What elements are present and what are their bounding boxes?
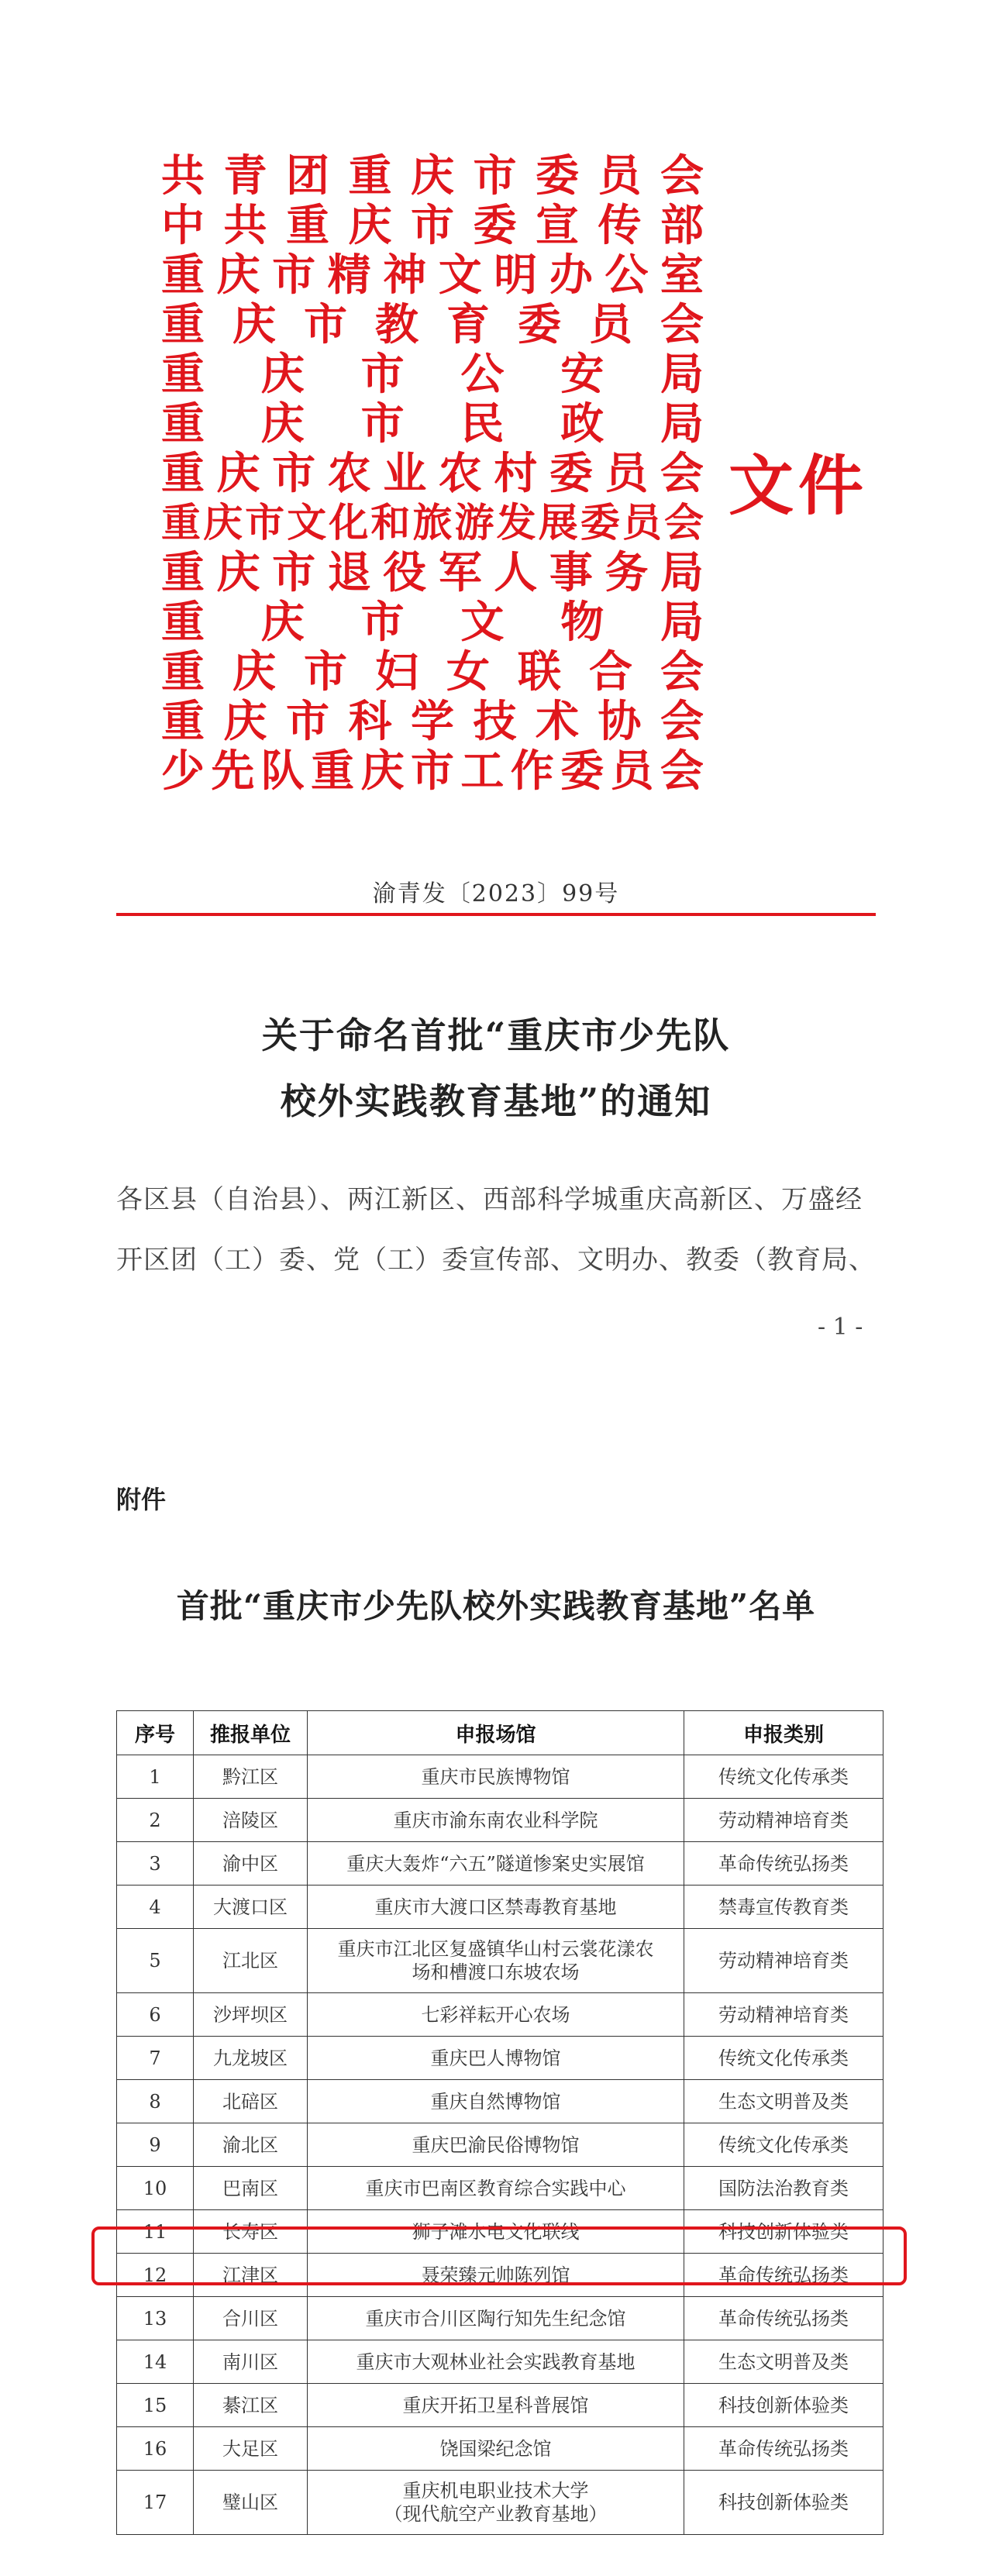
cell-number: 12: [117, 2254, 194, 2297]
cell-category: 科技创新体验类: [684, 2471, 884, 2535]
document-number: 渝青发〔2023〕99号: [372, 880, 620, 907]
page-number: - 1 -: [818, 1314, 863, 1341]
cell-number: 13: [117, 2297, 194, 2340]
cell-category: 生态文明普及类: [684, 2080, 884, 2123]
cell-unit: 长寿区: [194, 2210, 308, 2254]
attachment-label: 附件: [116, 1485, 167, 1514]
cell-category: 传统文化传承类: [684, 2037, 884, 2080]
organization-name: 重 庆 市 文 化 和 旅 游 发 展 委 员 会: [161, 501, 704, 546]
notice-title-line-2: 校外实践教育基地”的通知: [280, 1080, 712, 1122]
venue-line: 重庆市大渡口区禁毒教育基地: [374, 1896, 617, 1918]
venue-line: 重庆市渝东南农业科学院: [393, 1809, 598, 1831]
document-type-label: 文件: [728, 448, 869, 524]
organization-name: 中 共 重 庆 市 委 宣 传 部: [161, 201, 704, 251]
cell-venue: [308, 2167, 684, 2210]
venue-line: 场和槽渡口东坡农场: [412, 1961, 580, 1983]
cell-venue: [308, 1799, 684, 1842]
cell-venue: [308, 2384, 684, 2427]
cell-category: 科技创新体验类: [684, 2210, 884, 2254]
cell-number: 14: [117, 2340, 194, 2384]
table-header-row: [117, 1711, 884, 1755]
cell-unit: 九龙坡区: [194, 2037, 308, 2080]
cell-number: 7: [117, 2037, 194, 2080]
cell-venue: [308, 2123, 684, 2167]
venue-line: 重庆机电职业技术大学: [402, 2480, 589, 2502]
venue-line: 重庆市江北区复盛镇华山村云裳花漾农: [337, 1938, 654, 1960]
cell-category: 禁毒宣传教育类: [684, 1886, 884, 1929]
cell-number: 4: [117, 1886, 194, 1929]
notice-body-line-1: 各区县（自治县）、两江新区、西部科学城重庆高新区、万盛经: [116, 1184, 863, 1215]
cell-unit: 南川区: [194, 2340, 308, 2384]
cell-category: 革命传统弘扬类: [684, 2427, 884, 2471]
venue-line: 狮子滩水电文化联线: [412, 2220, 580, 2243]
table-row: [117, 2384, 884, 2427]
venue-line: 重庆自然博物馆: [430, 2090, 561, 2113]
cell-category: 革命传统弘扬类: [684, 2297, 884, 2340]
column-header-number: 序号: [117, 1711, 194, 1755]
table-row: [117, 2254, 884, 2297]
cell-number: 11: [117, 2210, 194, 2254]
cell-number: 2: [117, 1799, 194, 1842]
table-row: [117, 1929, 884, 1993]
cell-category: 传统文化传承类: [684, 1755, 884, 1799]
venue-line: 重庆市大观林业社会实践教育基地: [356, 2350, 636, 2373]
cell-number: 15: [117, 2384, 194, 2427]
cell-category: 传统文化传承类: [684, 2123, 884, 2167]
issuing-organizations: [161, 152, 704, 797]
organization-name: 重 庆 市 文 物 局: [161, 598, 704, 648]
venue-line: 重庆大轰炸“六五”隧道惨案史实展馆: [346, 1852, 645, 1875]
organization-name: 重 庆 市 农 业 农 村 委 员 会: [161, 449, 704, 499]
cell-number: 8: [117, 2080, 194, 2123]
notice-title-line-1: 关于命名首批“重庆市少先队: [261, 1014, 731, 1056]
cell-venue: [308, 2427, 684, 2471]
red-divider-line: [116, 913, 876, 916]
table-row: [117, 1842, 884, 1886]
cell-unit: 江津区: [194, 2254, 308, 2297]
cell-category: 国防法治教育类: [684, 2167, 884, 2210]
column-header-category: 申报类别: [684, 1711, 884, 1755]
organization-name: 少 先 队 重 庆 市 工 作 委 员 会: [161, 746, 704, 797]
venue-line: 饶国梁纪念馆: [439, 2437, 552, 2460]
cell-unit: 綦江区: [194, 2384, 308, 2427]
venue-line: 聂荣臻元帅陈列馆: [421, 2264, 570, 2286]
cell-unit: 大渡口区: [194, 1886, 308, 1929]
cell-venue: [308, 2297, 684, 2340]
cell-unit: 大足区: [194, 2427, 308, 2471]
organization-name: 重 庆 市 妇 女 联 合 会: [161, 647, 704, 697]
column-header-unit: 推报单位: [194, 1711, 308, 1755]
cell-venue: [308, 1842, 684, 1886]
cell-category: 生态文明普及类: [684, 2340, 884, 2384]
cell-number: 1: [117, 1755, 194, 1799]
cell-number: 5: [117, 1929, 194, 1993]
cell-unit: 合川区: [194, 2297, 308, 2340]
organization-name: 重 庆 市 精 神 文 明 办 公 室: [161, 250, 704, 301]
cell-unit: 渝北区: [194, 2123, 308, 2167]
column-header-venue: 申报场馆: [308, 1711, 684, 1755]
organization-name: 共 青 团 重 庆 市 委 员 会: [161, 151, 704, 201]
cell-unit: 江北区: [194, 1929, 308, 1993]
table-row: [117, 2471, 884, 2535]
cell-unit: 北碚区: [194, 2080, 308, 2123]
table-row: [117, 2340, 884, 2384]
table-row: [117, 1993, 884, 2037]
table-row: [117, 2297, 884, 2340]
venue-line: 重庆巴人博物馆: [430, 2047, 561, 2069]
cell-unit: 璧山区: [194, 2471, 308, 2535]
cell-venue: [308, 2254, 684, 2297]
attachment-list-title: 首批“重庆市少先队校外实践教育基地”名单: [176, 1587, 816, 1625]
base-list-table: [116, 1710, 884, 2535]
cell-number: 6: [117, 1993, 194, 2037]
table-row: [117, 2427, 884, 2471]
cell-venue: [308, 2080, 684, 2123]
cell-venue: [308, 1929, 684, 1993]
cell-category: 劳动精神培育类: [684, 1929, 884, 1993]
cell-number: 9: [117, 2123, 194, 2167]
cell-venue: [308, 2340, 684, 2384]
organization-name: 重 庆 市 教 育 委 员 会: [161, 300, 704, 350]
cell-venue: [308, 2210, 684, 2254]
cell-number: 10: [117, 2167, 194, 2210]
cell-venue: [308, 2037, 684, 2080]
table-row: [117, 2210, 884, 2254]
cell-venue: [308, 2471, 684, 2535]
venue-line: （现代航空产业教育基地）: [384, 2503, 608, 2525]
cell-unit: 巴南区: [194, 2167, 308, 2210]
table-row: [117, 2080, 884, 2123]
table-row: [117, 1755, 884, 1799]
organization-name: 重 庆 市 科 学 技 术 协 会: [161, 697, 704, 747]
table-row: [117, 2037, 884, 2080]
notice-body-line-2: 开区团（工）委、党（工）委宣传部、文明办、教委（教育局、: [116, 1245, 876, 1276]
cell-unit: 黔江区: [194, 1755, 308, 1799]
cell-number: 16: [117, 2427, 194, 2471]
cell-category: 革命传统弘扬类: [684, 2254, 884, 2297]
cell-venue: [308, 1755, 684, 1799]
table-row: [117, 1886, 884, 1929]
venue-line: 重庆市巴南区教育综合实践中心: [365, 2177, 626, 2199]
organization-name: 重 庆 市 民 政 局: [161, 399, 704, 449]
venue-line: 重庆市合川区陶行知先生纪念馆: [365, 2307, 626, 2330]
venue-line: 重庆市民族博物馆: [421, 1765, 570, 1788]
cell-category: 劳动精神培育类: [684, 1799, 884, 1842]
cell-category: 科技创新体验类: [684, 2384, 884, 2427]
venue-line: 重庆巴渝民俗博物馆: [412, 2133, 580, 2156]
venue-line: 七彩祥耘开心农场: [421, 2003, 570, 2026]
table-row: [117, 1799, 884, 1842]
cell-venue: [308, 1886, 684, 1929]
organization-name: 重 庆 市 公 安 局: [161, 350, 704, 400]
cell-venue: [308, 1993, 684, 2037]
table-row: [117, 2167, 884, 2210]
cell-number: 3: [117, 1842, 194, 1886]
cell-category: 革命传统弘扬类: [684, 1842, 884, 1886]
cell-unit: 渝中区: [194, 1842, 308, 1886]
organization-name: 重 庆 市 退 役 军 人 事 务 局: [161, 548, 704, 598]
cell-unit: 涪陵区: [194, 1799, 308, 1842]
table-row: [117, 2123, 884, 2167]
venue-line: 重庆开拓卫星科普展馆: [402, 2394, 589, 2416]
cell-number: 17: [117, 2471, 194, 2535]
cell-category: 劳动精神培育类: [684, 1993, 884, 2037]
cell-unit: 沙坪坝区: [194, 1993, 308, 2037]
